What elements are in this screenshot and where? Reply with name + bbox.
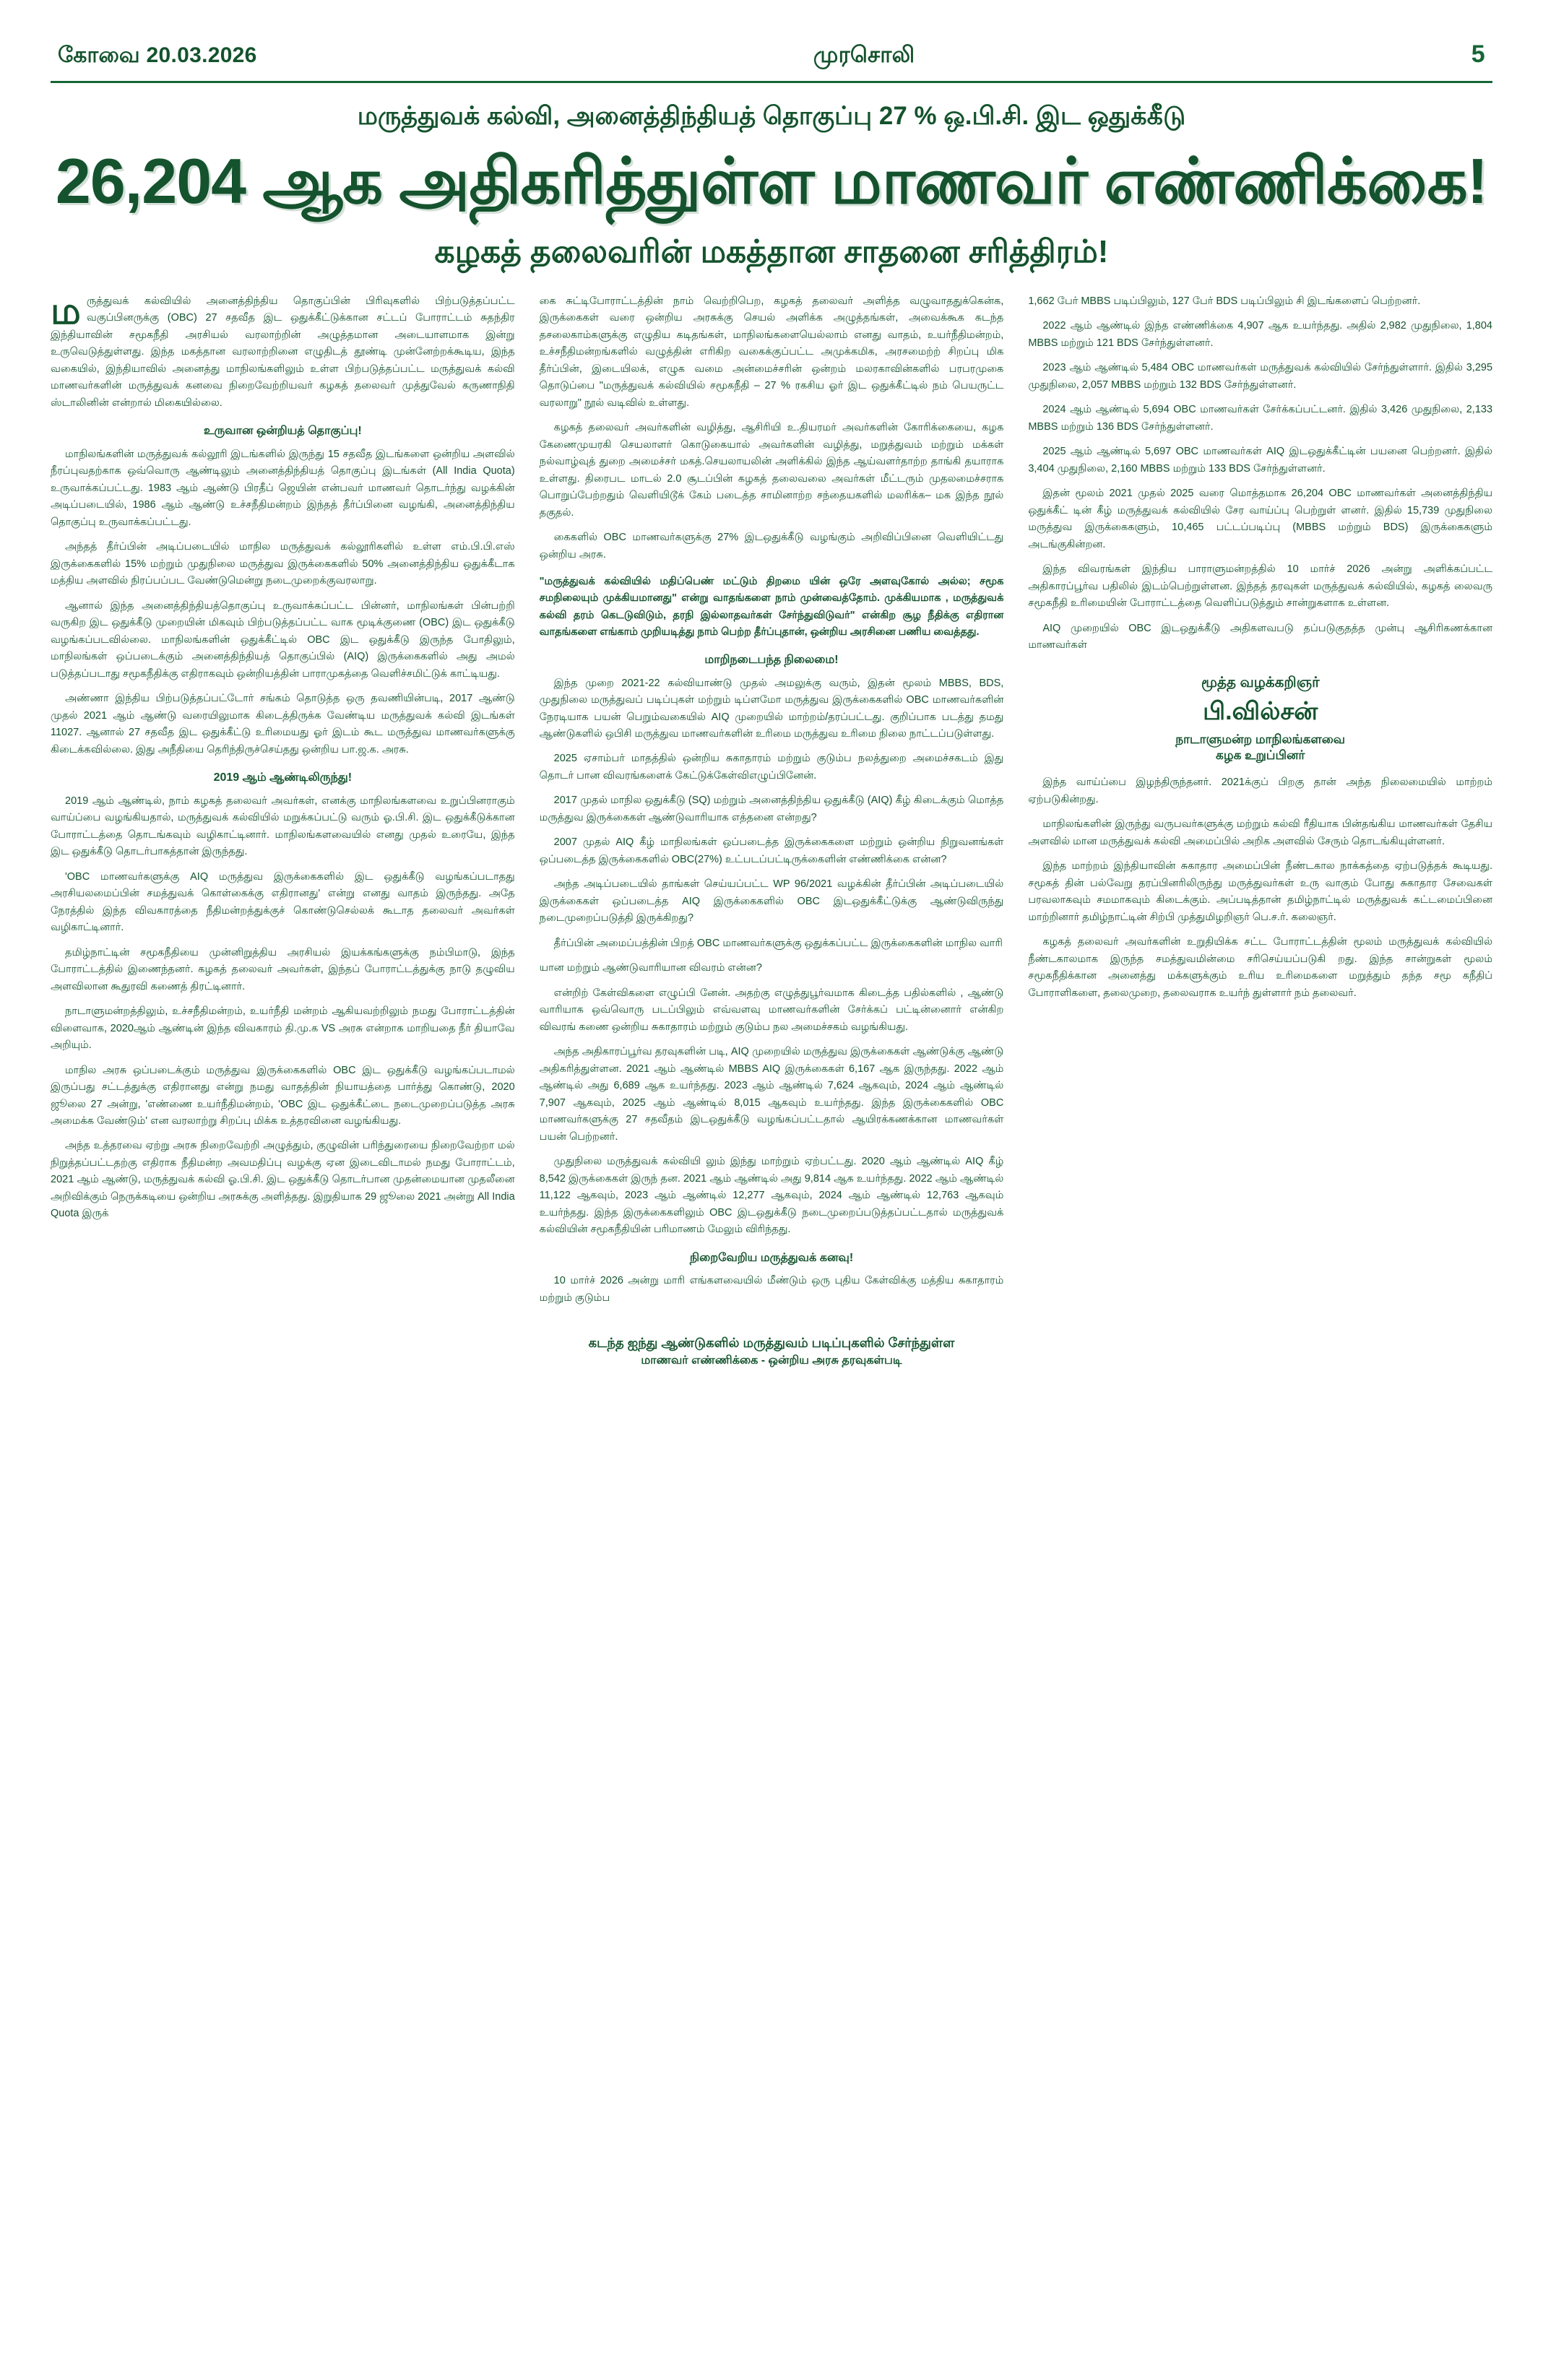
paragraph: கழகத் தலைவர் அவர்களின் வழித்து, ஆசிரியி உ.தியரமர் அவர்களின் கோரிக்கையை, கழக கேணைமுயரகி செயலாளர் கொடுகையால் அவர்களின் வழித்து, மறுத்துவம் மற்றும் மக்கள் நல்வாழ்வுத் துறை அமைச்சர் மகத்.செயலாயலின் அளிக்கில் இந்த ஆய்வளர்தாற்ற தாங்கி தயாராக உள்ளது. திரைபட மாடல் 2.0 சூடப்பின் கழகத் தலைவலை அவர்கள் மீட்டரும் முதலமைச்சராக பொறுப்பேற்றதும் வெளியிடூக் கேம் படைத்த சாமினாற்ற சந்தையகளில் மலரிக்க– மக இந்த நூல் தகுதல்.: [539, 422, 1004, 519]
main-headline: 26,204 ஆக அதிகரித்துள்ள மாணவர் எண்ணிக்கை!: [55, 144, 1488, 217]
table-caption-line-1: கடந்த ஐந்து ஆண்டுகளில் மருத்துவம் படிப்புகளில் சேர்ந்துள்ள: [588, 1336, 955, 1351]
masthead-edition: கோவை 20.03.2026: [58, 43, 257, 67]
paragraph: அந்தத் தீர்ப்பின் அடிப்படையில் மாநில மருத்துவக் கல்லூரிகளில் உள்ள எம்.பி.பி.எஸ் இருக்கைகளில் 15% மற்றும் முதுநிலை மருத்துவ இருக்கைகளில் 50% அனைத்திந்திய ஒதுக்கீடாக மத்திய அளவில் நிரப்பப்பட வேண்டுமென்று நடைமுறைக்குவரலாறு.: [51, 541, 515, 587]
paragraph: 2024 ஆம் ஆண்டில் 5,694 OBC மாணவர்கள் சேர்க்கப்பட்டனர். இதில் 3,426 முதுநிலை, 2,133 MBBS மற்றும் 136 BDS சேர்ந்துள்ளனர்.: [1028, 404, 1493, 433]
paragraph: அந்த அடிப்படையில் தாங்கள் செய்யப்பட்ட WP 96/2021 வழக்கின் தீர்ப்பின் அடிப்படையில் இருக்கைகள் ஒப்படைத்த AIQ இருக்கைகளில் OBC இடஒதுக்கீட்டுக்கு ஆண்டுவிருந்து நடைமுறைப்படுத்தி இருக்கிறது?: [539, 878, 1004, 925]
paragraph: கழகத் தலைவர் அவர்களின் உறுதியிக்க சட்ட போராட்டத்தின் மூலம் மருத்துவக் கல்வியில் நீண்டகாலமாக இருந்த சமத்துவமின்மை சரிசெய்யப்படுகி றது. இந்த சான்றுகள் மூலம் சமூகநீதிக்கான அனைத்து மக்களுக்கும் உரிய உரிமைகளை மறுத்தும் தந்த சமூ கநீதிப் போராளிகளை, தலைமுறை, தலைவராக உயர்ந் துள்ளார் நம் தலைவர்.: [1028, 936, 1493, 999]
sub-headline: கழகத் தலைவரின் மகத்தான சாதனை சரித்திரம்!: [434, 234, 1109, 270]
masthead-page-number: 5: [1471, 40, 1485, 68]
paragraph: அந்த அதிகாரப்பூர்வ தரவுகளின் படி, AIQ முறையில் மருத்துவ இருக்கைகள் ஆண்டுக்கு ஆண்டு அதிகரித்துள்ளன. 2021 ஆம் ஆண்டில் MBBS AIQ இருக்கைகள் 6,167 ஆக இருந்தது. 2022 ஆம் ஆண்டில் அது 6,689 ஆக உயர்ந்தது. 2023 ஆம் ஆண்டில் 7,624 ஆகவும், 2024 ஆம் ஆண்டில் 7,907 ஆகவும், 2025 ஆம் ஆண்டில் 8,015 ஆகவும் உயர்ந்தது. இந்த இருக்கைகளில் OBC மாணவர்களுக்கு 27 சதவீதம் இடஒதுக்கீடு வழங்கப்பட்டதால் ஆயிரக்கணக்கான மாணவர்கள் பயன் பெற்றனர்.: [539, 1046, 1004, 1143]
table-caption: [51, 1333, 1492, 1369]
masthead-divider: [51, 81, 1492, 83]
author-org: நாடாளுமன்ற மாநிலங்களவை: [1175, 732, 1346, 746]
paragraph: [51, 290, 515, 412]
paragraph: தீர்ப்பின் அமைப்பத்தின் பிறத் OBC மாணவர்களுக்கு ஒதுக்கப்பட்ட இருக்கைகளின் மாநில வாரி: [553, 937, 1003, 949]
column-3: [1028, 293, 1492, 1010]
paragraph: மாநிலங்களின் இருந்து வருபவர்களுக்கு மற்றும் கல்வி ரீதியாக பின்தங்கிய மாணவர்கள் தேசிய அளவில் மான மருத்துவக் கல்வி அமைப்பில் அறிக அளவில் சேரும் தொடங்கியுள்ளனர்.: [1028, 818, 1493, 847]
paragraph: அண்ணா இந்திய பிற்படுத்தப்பட்டோர் சங்கம் தொடுத்த ஒரு தவணியின்படி, 2017 ஆண்டு முதல் 2021 ஆம் ஆண்டு வரையிலுமாக கிடைத்திருக்க வேண்டிய மருத்துவக் கல்வி இடங்கள் 11027. ஆனால் 27 சதவீத இட ஒதுக்கீட்டு உரிமையது ஓர் இடம் கூட மருத்துவ மாணவர்களுக்கு கிடைக்கவில்லை. இது அநீதியை தெரிந்திருச்செய்தது ஒன்றிய பா.ஜ.க. அரசு.: [51, 693, 515, 756]
paragraph: மாநிலங்களின் மருத்துவக் கல்லூரி இடங்களில் இருந்து 15 சதவீத இடங்களை ஒன்றிய அளவில் நீரப்புவதற்காக ஒவ்வொரு ஆண்டிலும் அனைத்திந்தியத் தொகுப்பு இடங்கள் (All India Quota) உருவாக்கப்பட்டது. 1983 ஆம் ஆண்டு பிரதீப் ஜெயின் என்பவர் மாணவர் தொடர்ந்து வழக்கின் அடிப்படையில், 1986 ஆம் ஆண்டு உச்சநீதிமன்றம் இந்தத் தீர்ப்பினை வழங்கி, அனைத்திந்திய தொகுப்பு உருவாக்கப்பட்டது.: [51, 448, 515, 528]
paragraph: 2022 ஆம் ஆண்டில் இந்த எண்ணிக்கை 4,907 ஆக உயர்ந்தது. அதில் 2,982 முதுநிலை, 1,804 MBBS மற்றும் 121 BDS சேர்ந்துள்ளனர்.: [1028, 320, 1493, 349]
masthead: [51, 40, 1492, 71]
paragraph: முதுநிலை மருத்துவக் கல்வியி லும் இந்து மாற்றும் ஏற்பட்டது. 2020 ஆம் ஆண்டில் AIQ கீழ் 8,542 இருக்கைகள் இருந் தன. 2021 ஆம் ஆண்டில் அது 9,814 ஆக உயர்ந்தது. 2022 ஆம் ஆண்டில் 11,122 ஆகவும், 2023 ஆம் ஆண்டில் 12,277 ஆகவும், 2024 ஆம் ஆண்டில் 12,763 ஆகவும் உயர்ந்தது. இந்த இருக்கைகளிலும் OBC இடஒதுக்கீடு நடைமுறைப்படுத்தப்பட்டதால் மருத்துவக் கல்வியின் சமூகநீதியின் பரிமாணம் மேலும் விரிந்தது.: [539, 1156, 1004, 1236]
paragraph-text: ருத்துவக் கல்வியில் அனைத்திந்திய தொகுப்பின் பிரிவுகளில் பிற்படுத்தப்பட்ட வகுப்பினருக்கு (OBC) 27 சதவீத இட ஒதுக்கீட்டுக்கான சட்டப் போராட்டம் சுதந்திர இந்தியாவின் சமூகநீதி அரசியல் வரலாற்றின் அழுத்தமான அடையாளமாக இன்று உருவெடுத்துள்ளது. இந்த மகத்தான வரலாற்றினை எழுதிடத் தூண்டி முன்னேற்றக்கூடிய, இந்த வகையில், இந்தியாவில் அனைத்து மாநிலங்களிலும் உள்ள பிற்படுத்தப்பட்ட மருத்துவக் கல்வி மாணவர்களின் மருத்துவக் கனவை நிறைவேற்றியவர் கழகத் தலைவர் முத்துவேல் கருணாநிதி ஸ்டாலினின் என்றால் மிகையில்லை.: [51, 295, 515, 409]
paragraph: 1,662 பேர் MBBS படிப்பிலும், 127 பேர் BDS படிப்பிலும் சி இடங்களைப் பெற்றனர்.: [1028, 295, 1421, 307]
author-org-secondary: கழக உறுப்பினர்: [1216, 748, 1305, 763]
paragraph: மாநில அரசு ஒப்படைக்கும் மருத்துவ இருக்கைகளில் OBC இட ஒதுக்கீடு வழங்கப்படாமல் இருப்பது சட்டத்துக்கு எதிரானது என்று நமது வாதத்தின் நியாயத்தை பார்த்து கொண்டு, 2020 ஜூலை 27 அன்று, 'எண்ணை உயர்நீதிமன்றம், 'OBC இட ஒதுக்கீட்டை நடைமுறைப்படுத்த அரசு அமைக்க வேண்டும்' என வரலாற்று சிறப்பு மிக்க உத்தரவினை வழங்கியது.: [51, 1064, 515, 1127]
paragraph: AIQ முறையில் OBC இடஒதுக்கீடு அதிகளவபடு தப்படுகுதத்த முன்பு ஆசிரிகணக்கான மாணவர்கள்: [1028, 622, 1493, 652]
paragraph: 2019 ஆம் ஆண்டில், நாம் கழகத் தலைவர் அவர்கள், எனக்கு மாநிலங்களவை உறுப்பினராகும் வாய்ப்பை வழங்கியதால், மருத்துவக் கல்வியில் மறுக்கப்பட்டு வரும் ஓ.பி.சி. இட ஒதுக்கீடுக்கான போராட்டத்தை தொடங்கவும் வழிகாட்டினார். மாநிலங்களவையில் எனது முதல் உரையே, இந்த இட ஒதுக்கீடு தொடர்பாகத்தான் இருந்தது.: [51, 795, 515, 858]
paragraph: இந்த வாய்ப்பை இழந்திருந்தனர். 2021க்குப் பிறகு தான் அந்த நிலைமையில் மாற்றம் ஏற்படுகின்றது.: [1028, 776, 1493, 805]
paragraph: யான மற்றும் ஆண்டுவாரியான விவரம் என்ன?: [539, 962, 762, 974]
section-heading: மாறிநடைபந்த நிலைமை!: [704, 653, 839, 666]
table-caption-line-2: மாணவர் எண்ணிக்கை - ஒன்றிய அரசு தரவுகள்படி: [641, 1354, 902, 1367]
paragraph: 2023 ஆம் ஆண்டில் 5,484 OBC மாணவர்கள் மருத்துவக் கல்வியில் சேர்ந்துள்ளார். இதில் 3,295 முதுநிலை, 2,057 MBBS மற்றும் 132 BDS சேர்ந்துள்ளனர்.: [1028, 362, 1493, 391]
paragraph: இந்த முறை 2021-22 கல்வியாண்டு முதல் அமலுக்கு வரும், இதன் மூலம் MBBS, BDS, முதுநிலை மருத்துவப் படிப்புகள் மற்றும் டிப்ளமோ மருத்துவ இருக்கைகளில் OBC மாணவர்களின் நேரடியாக பயன் பெறும்வகையில் AIQ முறையில் மாற்றம்/தரப்பட்டது. குறிப்பாக படத்து தமது ஆண்டுகளில் ஒபிசி மருத்துவ மாணவர்களின் உரிமை மருத்துவ உரிமை நிலை நாட்டப்படுள்ளது.: [539, 677, 1004, 740]
masthead-paper-name: முரசொலி: [813, 42, 915, 67]
paragraph: 2007 முதல் AIQ கீழ் மாநிலங்கள் ஒப்படைத்த இருக்கைகளை மற்றும் ஒன்றிய நிறுவனங்கள் ஒப்படைத்த இருக்கைகளில் OBC(27%) உட்படப்பட்டிருக்கைளின் எண்ணிக்கை என்ன?: [539, 836, 1004, 865]
author-role: மூத்த வழக்கறிஞர்: [1201, 674, 1320, 691]
paragraph: அந்த உத்தரவை ஏற்று அரசு நிறைவேற்றி அழுத்தும், குழுவின் பரிந்துரையை நிறைவேற்றா மல் நிறுத்தப்பட்டதற்கு எதிராக நீதிமன்ற அவமதிப்பு வழக்கு ஏன இடைவிடாமல் நமது போராட்டம், 2021 ஆம் ஆண்டு, மருத்துவக் கல்வி ஓ.பி.சி. இட ஒதுக்கீடு தொடர்பான முதன்மையான முதலீனை அறிவிக்கும் நெருக்கடியை ஒன்றிய அரசுக்கு அளித்தது. இறுதியாக 29 ஜூலை 2021 அன்று All India Quota இருக்: [51, 1140, 515, 1220]
paragraph: என்றிற் கேள்விகளை எழுப்பி னேன். அதற்கு எழுத்துபூர்வமாக கிடைத்த பதில்களில் , ஆண்டு வாரியாக ஒவ்வொரு படப்பிலும் எவ்வளவு மாணவர்களின் சேர்க்கப் பட்டின்னைார் என்கிற விவரங் கணை ஒன்றிய சுகாதாரம் மற்றும் குடும்ப நல அமைச்சகம் வழங்கியது.: [539, 987, 1004, 1033]
paragraph: கை சுட்டிபோராட்டத்தின் நாம் வெற்றிபெற, கழகத் தலைவர் அளித்த வழுவாததுக்கென்க, இருக்கைகள் வரை ஒன்றிய அரசுக்கு செயல் அளிக்க அழுத்தங்கள், அவைக்கூக கடந்த தசலைகாம்களுக்கு எழுதிய கடிதங்கள், மாநிலங்களையெல்லாம் எனது வாதம், உயர்நீதிமன்றம், உச்சநீதிமன்றங்களில் வழுத்தின் எரிகிற வகைக்குப்பட்ட அமுக்கமிக, அரசமைற்ற் சிறப்பு மிக தீர்ப்பின், இடையிலக், எழுக வமை அன்மைச்சரின் ஒன்றம் மலரகாவின்களில் பரபரமுகை தொடுப்பை "மருத்துவக் கல்வியில் சமூகநீதி – 27 % ரகசிய ஓர் இட ஒதுக்கீட்டில் நம் பெயருட்ட வரலாறு" நூல் வடிவில் உள்ளது.: [539, 295, 1004, 409]
paragraph: 2017 முதல் மாநில ஒதுக்கீடு (SQ) மற்றும் அனைத்திந்திய ஒதுக்கீடு (AIQ) கீழ் கிடைக்கும் மொத்த மருத்துவ இருக்கைகள் ஆண்டுவாரியாக எத்தனை என்றது?: [539, 795, 1004, 823]
paragraph: இந்த மாற்றம் இந்தியாவின் சுகாதார அமைப்பின் நீண்டகால நாக்கத்தை ஏற்படுத்தக் கூடியது. சமூகத் தின் பல்வேறு தரப்பினரிலிருந்து மருத்துவர்கள் உரு வாகும் போது சுகாதார சேவைகள் பரவலாகவும் சமமாகவும் கிடைக்கும். அப்படித்தான் தமிழ்நாட்டில் மருத்துவக் கட்டமைப்பினை மாற்றினார் தமிழ்நாட்டின் சிற்பி முத்துமிழறிஞர் பெ.ச.ர். கலைஞர்.: [1028, 860, 1493, 923]
section-heading: நிறைவேறிய மருத்துவக் கனவு!: [689, 1251, 854, 1264]
paragraph: 10 மார்ச் 2026 அன்று மாரி எங்களவையில் மீண்டும் ஒரு புதிய கேள்விக்கு மத்திய சுகாதாரம் மற்றும் குடும்ப: [539, 1275, 1004, 1304]
author-signature: [1028, 673, 1492, 765]
drop-cap: ம: [51, 290, 81, 332]
paragraph: 'OBC மாணவர்களுக்கு AIQ மருத்துவ இருக்கைகளில் இட ஒதுக்கீடு வழங்கப்படாதது அரசியலமைப்பின் சமத்துவக் கொள்கைக்கு எதிரானது' என்று எனது வாதம் இருந்தது. அதே நேரத்தில் இந்த விவகாரத்தை நீதிமன்றத்துக்குச் கொண்டுசெல்லக் கூடாத தலைவர் அவர்கள் வழிகாட்டினார்.: [51, 870, 515, 934]
column-2: [540, 293, 1004, 1315]
paragraph: 2025 ஆம் ஆண்டில் 5,697 OBC மாணவர்கள் AIQ இடஒதுக்கீட்டின் பயனை பெற்றனர். இதில் 3,404 முதுநிலை, 2,160 MBBS மற்றும் 133 BDS சேர்ந்துள்ளனர்.: [1028, 446, 1493, 475]
section-heading: 2019 ஆம் ஆண்டிலிருந்து!: [213, 771, 353, 784]
paragraph: நாடாளுமன்றத்திலும், உச்சநீதிமன்றம், உயர்நீதி மன்றம் ஆகியவற்றிலும் நமது போராட்டத்தின் விளைவாக, 2020ஆம் ஆண்டின் இந்த விவகாரம் தி.மு.க VS அரசு என்றாக மாறியதை நீர் தியாவே அறியும்.: [51, 1005, 515, 1052]
paragraph: தமிழ்நாட்டின் சமூகநீதியை முன்னிறுத்திய அரசியல் இயக்கங்களுக்கு நம்பிமாடு, இந்த போராட்டத்தில் இணைந்தனர். கழகத் தலைவர் அவர்கள், இந்தப் போராட்டத்துக்கு நாடு தழுவிய அளவிலான கூதுரவி கணைத் திரட்டினார்.: [51, 946, 515, 992]
article-columns: [51, 290, 1493, 1315]
paragraph: கைகளில் OBC மாணவர்களுக்கு 27% இடஒதுக்கீடு வழங்கும் அறிவிப்பினை வெளியிட்டது ஒன்றிய அரசு.: [539, 532, 1004, 561]
section-heading: உருவான ஒன்றியத் தொகுப்பு!: [203, 425, 362, 438]
paragraph: இதன் மூலம் 2021 முதல் 2025 வரை மொத்தமாக 26,204 OBC மாணவர்கள் அனைத்திந்திய ஒதுக்கீட் டின் கீழ் மருத்துவக் கல்வியில் சேர வாய்ப்பு பெற்றுள் ளனர். இதில் 15,739 முதுநிலை மருத்துவ இருக்கைகளும், 10,465 பட்டப்படிப்பு (MBBS மற்றும் BDS) இருக்கைகளும் அடங்குகின்றன.: [1028, 488, 1493, 550]
author-name: பி.வில்சன்: [1203, 697, 1318, 725]
paragraph: 2025 ஏசாம்பர் மாதத்தில் ஒன்றிய சுகாதாரம் மற்றும் குடும்ப நலத்துறை அமைச்சகடம் இது தொடர் பான விவரங்களைக் கேட்டுக்கேள்விஎழுப்பினேன்.: [539, 753, 1004, 782]
paragraph: ஆனால் இந்த அனைத்திந்தியத்தொகுப்பு உருவாக்கப்பட்ட பின்னர், மாநிலங்கள் பின்பற்றி வருகிற இட ஒதுக்கீடு முறையின் மிகவும் பிற்படுத்தப்பட்ட வாக மூடிக்குணை (OBC) இட ஒதுக்கீடு வழங்கப்படவில்லை. மாநிலங்களின் ஒதுக்கீட்டில் OBC இட ஒதுக்கீடு இருந்த போதிலும், மாநிலங்கள் ஒப்படைக்கும் அனைத்திந்தியத் தொகுப்பில் (AIQ) இருக்கைகளில் அது அமல் படுத்தப்படாது சமூகநீதிக்கு எதிராகவும் ஒன்றியத்தின் பாராமுகத்தை வெளிச்சமிட்டுக் காட்டியது.: [51, 600, 515, 680]
column-1: [51, 290, 515, 1231]
paragraph: இந்த விவரங்கள் இந்திய பாராளுமன்றத்தில் 10 மார்ச் 2026 அன்று அளிக்கப்பட்ட அதிகாரப்பூர்வ பதிலில் இடம்பெற்றுள்ளன. இந்தத் தரவுகள் மருத்துவக் கல்வியில், கழகத் லைவரு சமூகநீதி உரிமையின் போராட்டத்தை வெளிப்படுத்தும் சான்றுகளாக உள்ளன.: [1028, 563, 1493, 610]
kicker-headline: மருத்துவக் கல்வி, அனைத்திந்தியத் தொகுப்பு 27 % ஒ.பி.சி. இட ஒதுக்கீடு: [357, 102, 1186, 130]
pull-quote: "மருத்துவக் கல்வியில் மதிப்பெண் மட்டும் திறமை யின் ஒரே அளவுகோல் அல்ல; சமூக சமநிலையும் முக்கியமானது" என்று வாதங்களை நாம் முன்வைத்தோம். முக்கியமாக , மருத்துவக் கல்வி தரம் கெடடுவிடும், தரநி இல்லாதவர்கள் சேர்ந்துவிடுவர்" என்கிற சூழ நீதிக்கு எதிரான வாதங்களை எங்காம் முறியடித்து நாம் பெற்ற தீர்ப்புதான், ஒன்றிய அரசினை பணிய வைத்தது.: [539, 576, 1004, 638]
